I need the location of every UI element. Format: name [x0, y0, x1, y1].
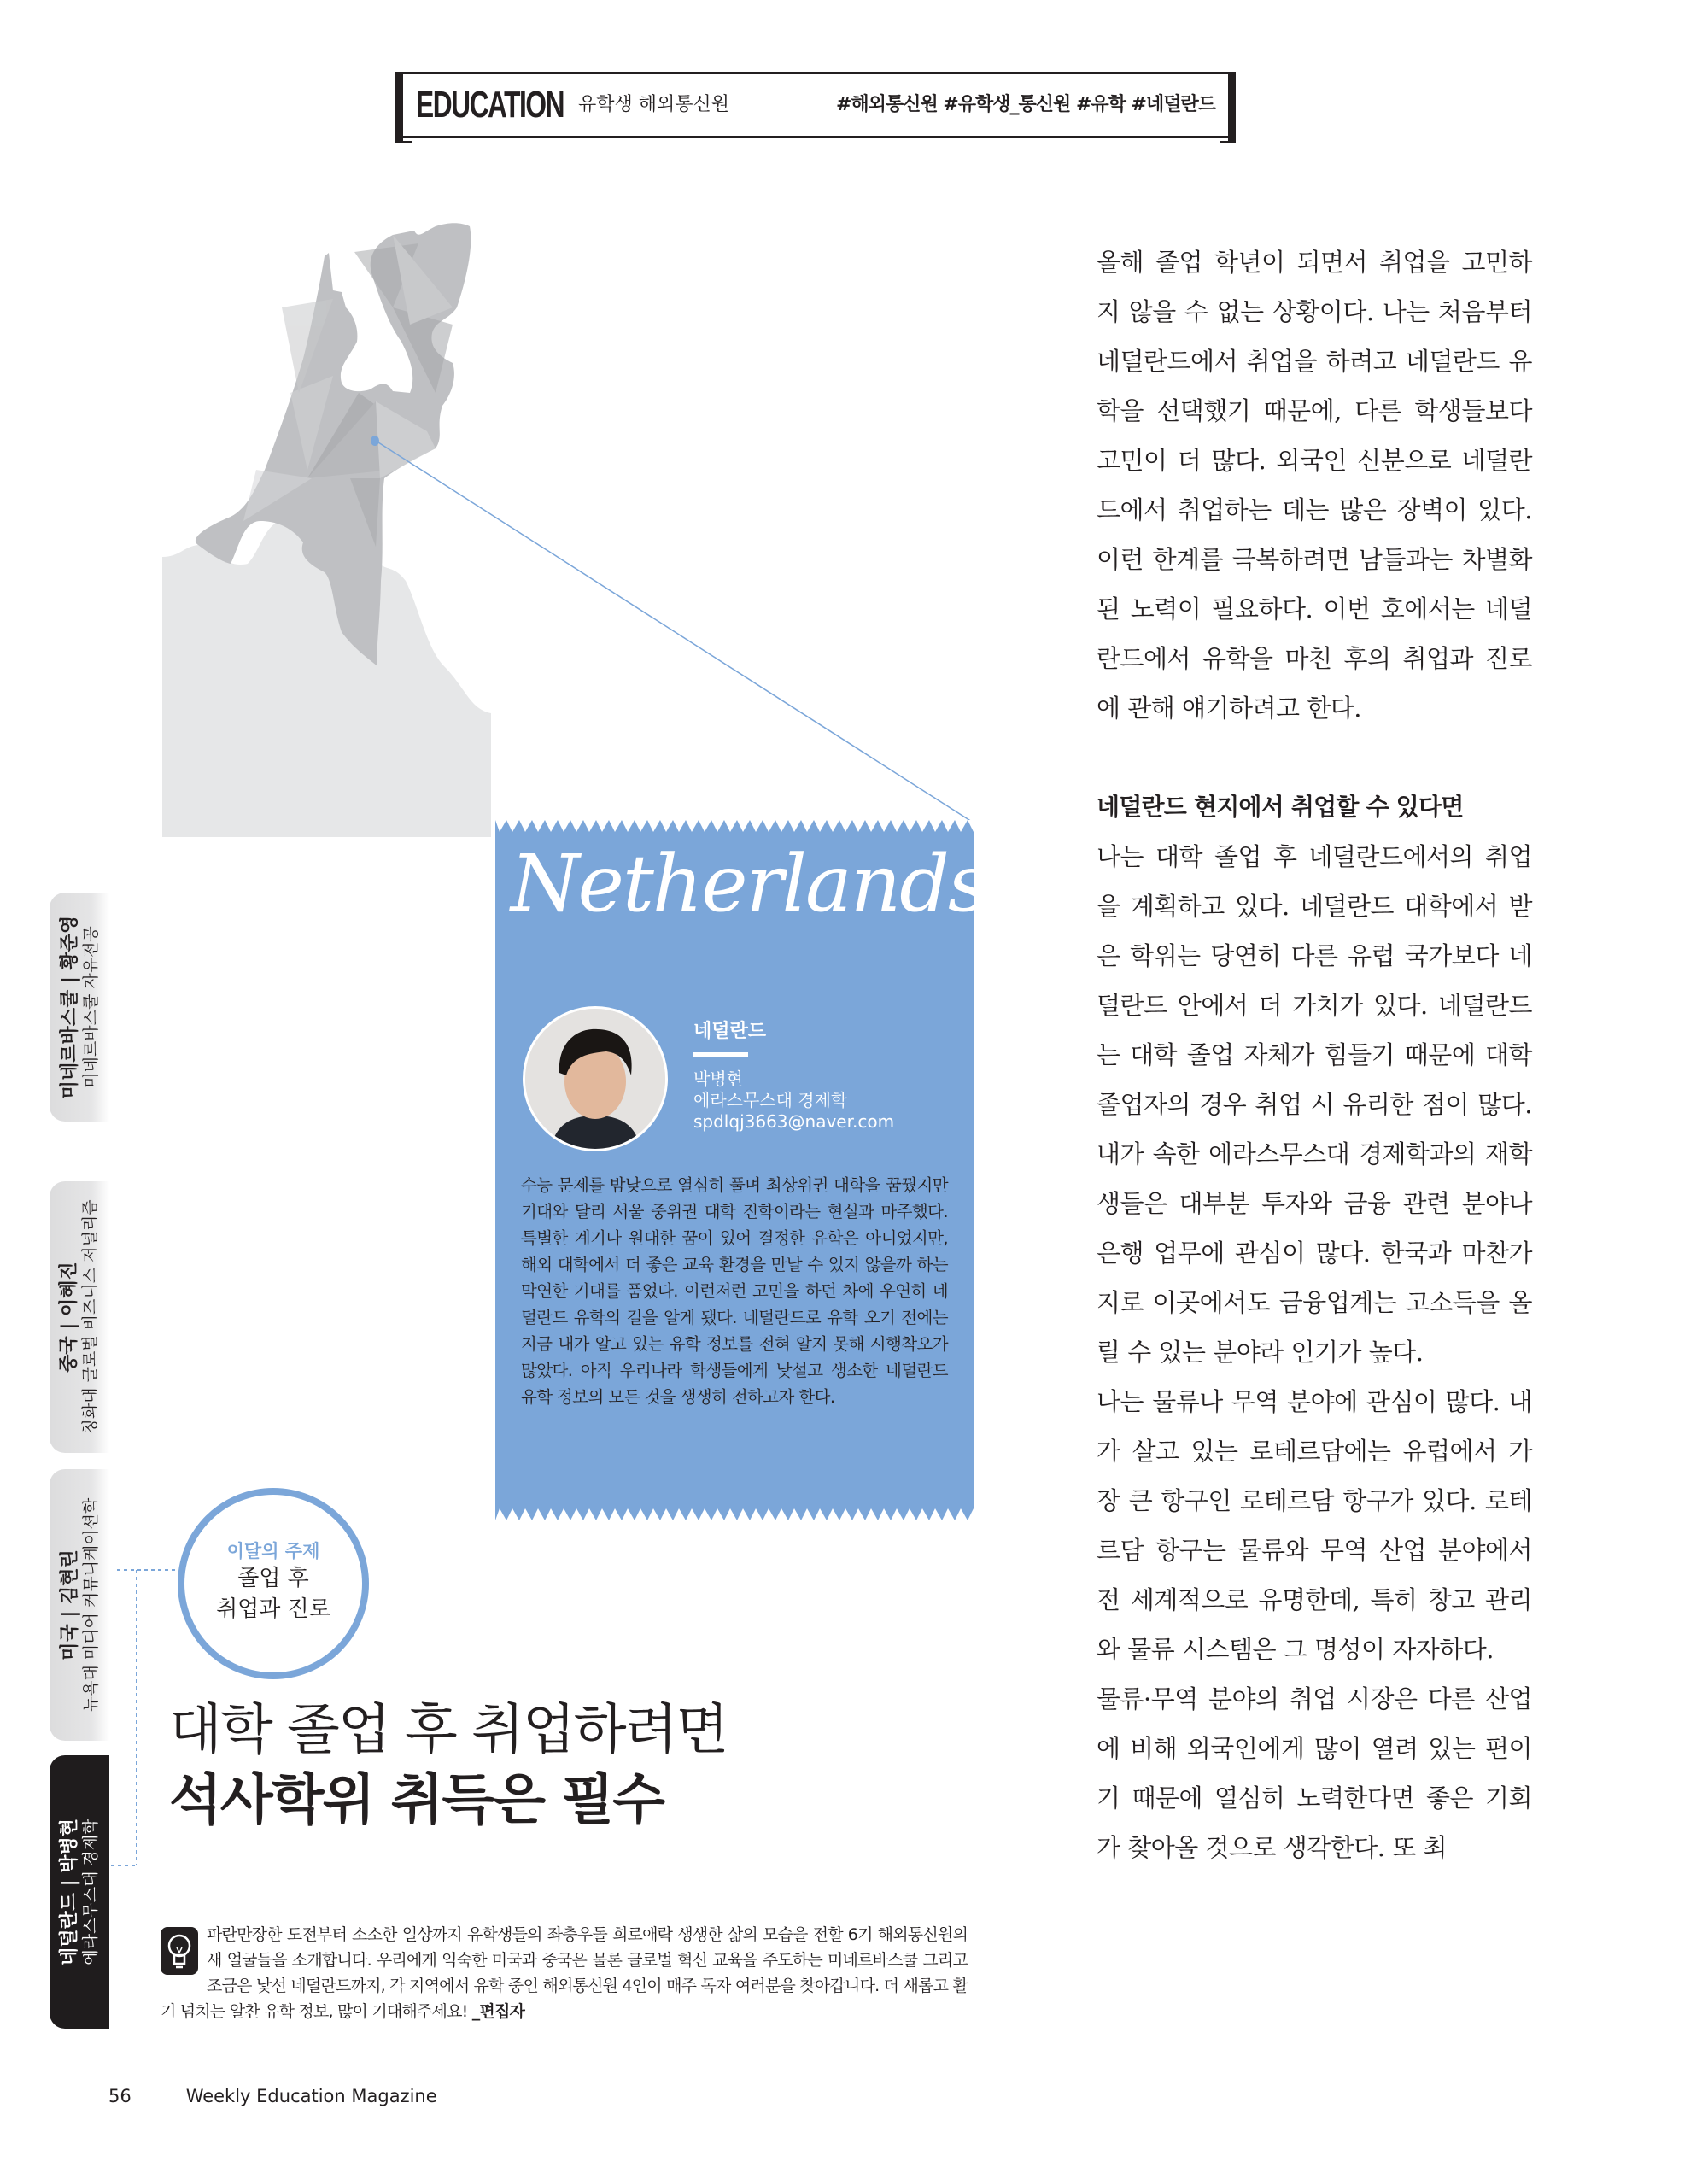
lightbulb-icon — [161, 1927, 198, 1975]
headline-line-2: 석사학위 취득은 필수 — [169, 1769, 664, 1832]
page-footer — [108, 2086, 437, 2106]
tab-title: 중국 | 이혜진 — [59, 1262, 81, 1373]
avatar — [523, 1006, 668, 1151]
zigzag-bottom-edge — [495, 1508, 974, 1520]
topic-line-1: 졸업 후 — [237, 1566, 309, 1591]
editor-signature: _편집자 — [471, 2002, 525, 2021]
tab-subtitle: 에라스무스대 경제학 — [81, 1819, 100, 1965]
profile-email[interactable]: spdlqj3663@naver.com — [693, 1111, 895, 1132]
side-tab-china[interactable] — [50, 1181, 109, 1453]
tab-subtitle: 미네르바스쿨 자유전공 — [81, 926, 100, 1088]
divider — [693, 1052, 748, 1057]
tab-subtitle: 뉴욕대 미디어 커뮤니케이션학 — [81, 1497, 100, 1713]
correspondent-intro: 수능 문제를 밤낮으로 열심히 풀며 최상위권 대학을 꿈꿨지만 기대와 달리 서울 중위권 대학 진학이라는 현실과 마주했다. 특별한 계기나 원대한 꿈이 있어 결정한 유학은 아니었지만, 해외 대학에서 더 좋은 교육 환경을 만날 수 있지 않을까 하는 막연한 기대를 품었다. 이런저런 고민을 하던 차에 우연히 네덜란드 유학의 길을 알게 됐다. 네덜란드로 유학 오기 전에는 지금 내가 알고 있는 유학 정보를 전혀 알지 못해 시행착오가 많았다. 아직 우리나라 학생들에게 낯설고 생소한 네덜란드 유학 정보의 모든 것을 생생히 전하고자 한다. — [521, 1175, 948, 1407]
hashtags: #해외통신원 #유학생_통신원 #유학 #네덜란드 — [836, 94, 1215, 115]
side-tab-netherlands[interactable] — [50, 1755, 109, 2029]
article-body — [1097, 237, 1532, 1872]
profile-info — [693, 1018, 894, 1133]
correspondent-card — [495, 820, 987, 1520]
editor-note-text: 파란만장한 도전부터 소소한 일상까지 유학생들의 좌충우돌 희로애락 생생한 삶의 모습을 전할 6기 해외통신원의 새 얼굴들을 소개합니다. 우리에게 익숙한 미국과 중국은 물론 글로벌 혁신 교육을 주도하는 미네르바스쿨 그리고 조금은 낯선 네덜란드까지, 각 지역에서 유학 중인 해외통신원 4인이 매주 독자 여러분을 찾아갑니다. 더 새롭고 활기 넘치는 알찬 유학 정보, 많이 기대해주세요! — [161, 1925, 968, 2021]
paragraph-gap — [1097, 733, 1532, 782]
editor-note — [161, 1922, 968, 2024]
netherlands-map-icon — [162, 222, 982, 837]
body-paragraph: 물류·무역 분야의 취업 시장은 다른 산업에 비해 외국인에게 많이 열려 있는 편이기 때문에 열심히 노력한다면 좋은 기회가 찾아올 것으로 생각한다. 또 최 — [1097, 1684, 1532, 1862]
side-tab-usa[interactable] — [50, 1469, 109, 1741]
article-headline — [169, 1696, 727, 1836]
tab-title: 미국 | 김현린 — [59, 1549, 80, 1660]
tab-title: 네덜란드 | 박병현 — [59, 1818, 80, 1966]
headline-line-1: 대학 졸업 후 취업하려면 — [169, 1699, 728, 1762]
tab-title: 미네르바스쿨 | 황준영 — [59, 915, 80, 1099]
location-marker-icon — [371, 436, 379, 446]
zigzag-top-edge — [495, 820, 974, 832]
section-header — [397, 72, 1234, 138]
page-number: 56 — [108, 2086, 132, 2106]
country-name-script: Netherlands — [511, 838, 987, 929]
body-paragraph: 나는 대학 졸업 후 네덜란드에서의 취업을 계획하고 있다. 네덜란드 대학에서 받은 학위는 당연히 다른 유럽 국가보다 네덜란드 안에서 더 가치가 있다. 네덜란드는 대학 졸업 자체가 힘들기 때문에 대학 졸업자의 경우 취업 시 유리한 점이 많다. 내가 속한 에라스무스대 경제학과의 재학생들은 대부분 투자와 금융 관련 분야나 은행 업무에 관심이 많다. 한국과 마찬가지로 이곳에서도 금융업계는 고소득을 올릴 수 있는 분야라 인기가 높다. — [1097, 842, 1532, 1367]
section-title: EDUCATION — [416, 84, 564, 126]
publication-name: Weekly Education Magazine — [185, 2086, 437, 2106]
topic-line-2: 취업과 진로 — [216, 1596, 330, 1622]
side-tab-minerva[interactable] — [50, 893, 109, 1122]
topic-label: 이달의 주제 — [226, 1541, 320, 1561]
section-subtitle: 유학생 해외통신원 — [578, 94, 730, 115]
body-paragraph: 올해 졸업 학년이 되면서 취업을 고민하지 않을 수 없는 상황이다. 나는 처음부터 네덜란드에서 취업을 하려고 네덜란드 유학을 선택했기 때문에, 다른 학생들보다 고민이 더 많다. 외국인 신분으로 네덜란드에서 취업하는 데는 많은 장벽이 있다. 이런 한계를 극복하려면 남들과는 차별화된 노력이 필요하다. 이번 호에서는 네덜란드에서 유학을 마친 후의 취업과 진로에 관해 얘기하려고 한다. — [1097, 248, 1532, 723]
body-paragraph: 나는 물류나 무역 분야에 관심이 많다. 내가 살고 있는 로테르담에는 유럽에서 가장 큰 항구인 로테르담 항구가 있다. 로테르담 항구는 물류와 무역 산업 분야에서 전 세계적으로 유명한데, 특히 창고 관리와 물류 시스템은 그 명성이 자자하다. — [1097, 1387, 1532, 1664]
bracket-right — [1220, 72, 1236, 143]
profile-name: 박병현 — [693, 1069, 743, 1089]
monthly-topic-badge — [178, 1488, 369, 1679]
profile-school: 에라스무스대 경제학 — [693, 1090, 848, 1110]
tab-subtitle: 칭화대 글로벌 비즈니스 저널리즘 — [81, 1199, 101, 1435]
bracket-left — [395, 72, 412, 143]
profile-country: 네덜란드 — [693, 1021, 767, 1042]
body-subheading: 네덜란드 현지에서 취업할 수 있다면 — [1097, 793, 1464, 821]
